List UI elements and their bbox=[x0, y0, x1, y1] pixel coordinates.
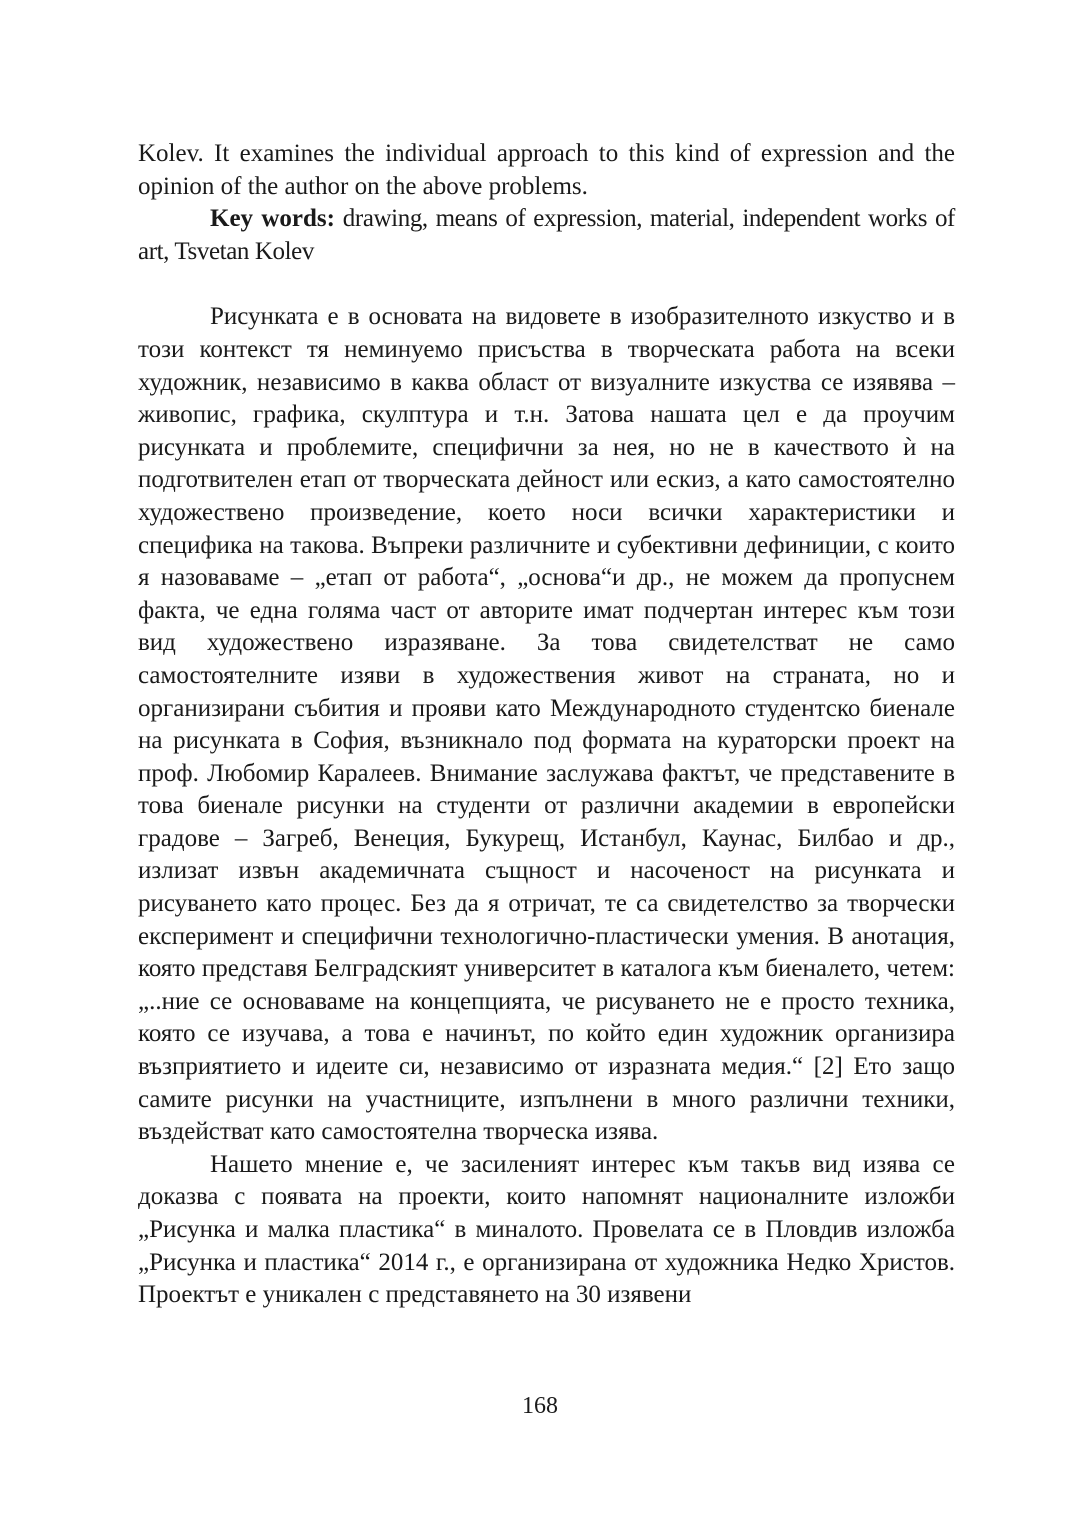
abstract-continuation: Kolev. It examines the individual approach to this kind of expression and the opinion of the author on the above problems. bbox=[138, 140, 955, 200]
body-paragraph-2: Нашето мнение е, че засиленият интерес към такъв вид изява се доказва с появата на проекти, които напомнят националните изложби „Рисунка и малка пластика“ в миналото. Провелата се в Пловдив изложба „Рисунка и пластика“ 2014 г., е организирана от художника Недко Христов. Проектът е уникален с представянето на 30 изявени bbox=[138, 1150, 955, 1309]
keywords-line bbox=[138, 203, 955, 268]
keywords-label: Key words: bbox=[210, 205, 335, 233]
body-paragraph-1: Рисунката е в основата на видовете в изобразителното изкуство и в този контекст тя неминуемо присъства в творческата работа на всеки художник, независимо в каква област от визуалните изкуства се изявява – живопис, графика, скулптура и т.н. Затова нашата цел е да проучим рисунката и проблемите, специфични за нея, но не в качеството ѝ на подготвителен етап от творческата дейност или ескиз, а като самостоятелно художествено произведение, което носи всички характеристики и специфика на такова. Въпреки различните и субективни дефиниции, с които я назоваваме – „етап от работа“, „основа“и др., не можем да пропуснем факта, че една голяма част от авторите имат подчертан интерес към този вид художествено изразяване. За това свидетелстват не само самостоятелните изяви в художествения живот на страната, но и организирани събития и прояви като Международното студентско биенале на рисунката в София, възникнало под формата на кураторски проект на проф. Любомир Каралеев. Внимание заслужава фактът, че представените в това биенале рисунки на студенти от различни академии в европейски градове – Загреб, Венеция, Букурещ, Истанбул, Каунас, Билбао и др., излизат извън академичната същност и насоченост на рисунката и рисуването като процес. Без да я отричат, те са свидетелство за творчески експеримент и специфични технологично-пластически умения. В анотация, която представя Белградският университет в каталога към биеналето, четем: „..ние се основаваме на концепцията, че рисуването не е просто техника, която се изучава, а това е начинът, по който един художник организира възприятието и идеите си, независимо от изразната медия.“ [2] Ето защо самите рисунки на участниците, изпълнени в много различни техники, въздействат като самостоятелна творческа изява. bbox=[138, 303, 955, 1146]
page-text-block bbox=[138, 138, 955, 1312]
keywords-text: drawing, means of expression, material, independent works of art, Tsvetan Kolev bbox=[138, 205, 955, 265]
page-number: 168 bbox=[522, 1393, 558, 1419]
section-gap bbox=[138, 268, 955, 301]
